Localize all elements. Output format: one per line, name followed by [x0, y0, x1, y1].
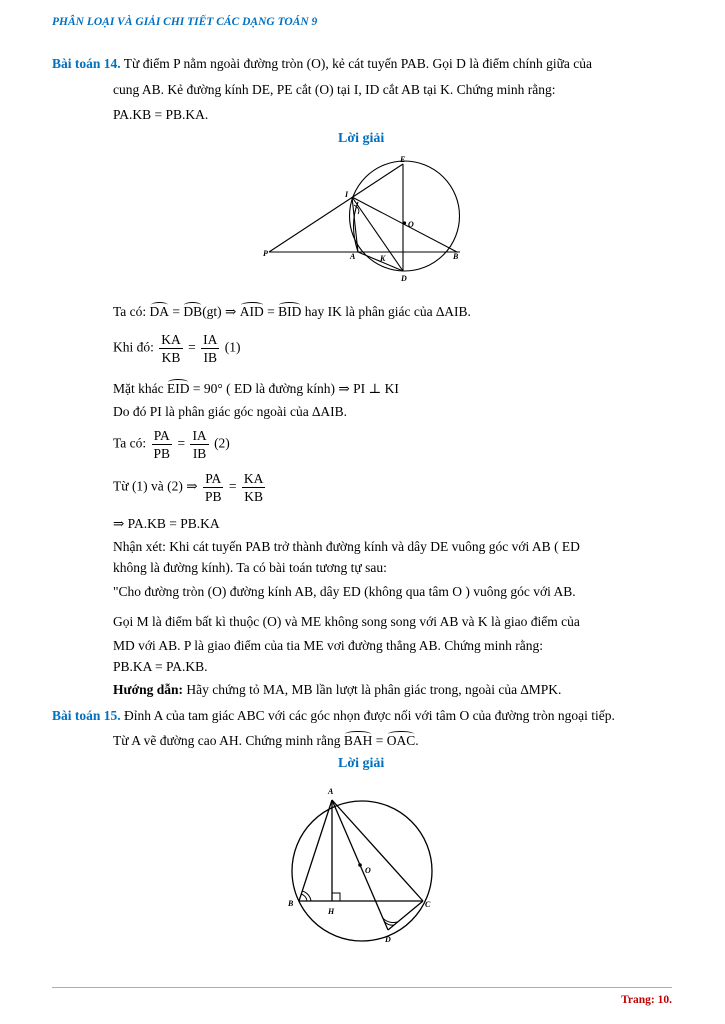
period: . — [415, 733, 419, 748]
equals: = — [188, 339, 196, 355]
problem-15-label: Bài toán 15. — [52, 708, 121, 723]
label-o: O — [408, 220, 414, 229]
label-k: K — [380, 254, 386, 263]
point-o — [358, 863, 362, 867]
label-e: E — [400, 155, 406, 164]
figure-14 — [255, 153, 470, 283]
page-header: PHÂN LOẠI VÀ GIẢI CHI TIẾT CÁC DẠNG TOÁN 9 — [52, 16, 318, 28]
label-d: D — [401, 274, 407, 283]
label-b: B — [453, 252, 459, 261]
sol14-l5-prefix: Ta có: — [113, 435, 147, 451]
side-ab — [299, 800, 332, 901]
angle-mark-b — [301, 894, 307, 901]
fraction-pa-pb: $\frac{PA}{PB}$ — [153, 428, 171, 461]
eq-ref-1: (1) — [224, 339, 241, 355]
label-i: I — [345, 190, 349, 199]
problem-14-label: Bài toán 14. — [52, 56, 121, 71]
hint-line — [113, 682, 561, 698]
equals: = — [375, 733, 384, 748]
point-o — [403, 221, 406, 224]
equals: = — [228, 478, 237, 494]
sol14-l1-prefix: Ta có: — [113, 304, 147, 319]
sol14-line-7: ⇒ PA.KB = PB.KA — [113, 516, 220, 531]
angle-oac: OAC — [386, 733, 416, 748]
label-p: P — [263, 249, 268, 258]
angle-aid: AID — [239, 304, 264, 319]
gt-implies: (gt) ⇒ — [202, 304, 237, 319]
equals: = — [172, 304, 181, 319]
note-line-2: không là đường kính). Ta có bài toán tương tự sau: — [113, 560, 387, 575]
note-line-6: PB.KA = PA.KB. — [113, 659, 208, 674]
arc-da: DA — [149, 304, 170, 319]
label-h: H — [328, 907, 335, 916]
fraction-pa-pb-2: $\frac{PA}{PB}$ — [204, 471, 222, 504]
label-b: B — [288, 899, 294, 908]
circle-o — [350, 161, 460, 271]
angle-bah: BAH — [343, 733, 373, 748]
label-d: D — [385, 935, 391, 944]
sol14-l1-suffix: hay IK là phân giác của ∆AIB. — [304, 304, 471, 319]
eq-ref-2: (2) — [214, 435, 230, 451]
sol14-line-3 — [113, 381, 399, 397]
note-line-5: MD với AB. P là giao điểm của tia ME vơi đường thẳng AB. Chứng minh rằng: — [113, 638, 544, 653]
label-a: A — [328, 787, 334, 796]
label-a: A — [350, 252, 356, 261]
problem-14-line-2: cung AB. Kẻ đường kính DE, PE cắt (O) tại I, ID cắt AB tại K. Chứng minh rằng: — [113, 82, 556, 97]
sol14-line-2 — [113, 331, 241, 366]
right-angle-h — [332, 893, 340, 901]
fraction-ia-ib: $\frac{IA}{IB}$ — [203, 332, 218, 365]
angle-bid: BID — [278, 304, 302, 319]
sol14-line-5 — [113, 427, 230, 462]
angle-eid: EID — [166, 381, 190, 396]
problem-14-line-1 — [52, 56, 592, 72]
note-line-1: Nhận xét: Khi cát tuyến PAB trở thành đường kính và dây DE vuông góc với AB ( ED — [113, 539, 580, 554]
label-c: C — [425, 900, 431, 909]
fraction-ia-ib-2: $\frac{IA}{IB}$ — [192, 428, 207, 461]
solution-title-15: Lời giải — [338, 756, 385, 771]
hint-text: Hãy chứng tỏ MA, MB lần lượt là phân giác trong, ngoài của ∆MPK. — [186, 682, 562, 697]
problem-15-line-2 — [113, 733, 419, 749]
problem-14-line-3: PA.KB = PB.KA. — [113, 107, 209, 122]
problem-14-text-1: Từ điểm P nằm ngoài đường tròn (O), kẻ cát tuyến PAB. Gọi D là điểm chính giữa của — [123, 56, 593, 71]
hint-label: Hướng dẫn: — [113, 682, 183, 697]
sol14-line-1 — [113, 304, 471, 320]
sol14-l6-prefix: Từ (1) và (2) ⇒ — [113, 478, 198, 494]
label-o: O — [365, 866, 371, 875]
equals: = — [267, 304, 275, 319]
side-ac — [332, 800, 423, 901]
line-pe — [269, 164, 403, 252]
fraction-ka-kb: $\frac{KA}{KB}$ — [161, 332, 181, 365]
note-line-3: "Cho đường tròn (O) đường kính AB, dây ED (không qua tâm O ) vuông góc với AB. — [113, 584, 576, 599]
fraction-ka-kb-2: $\frac{KA}{KB}$ — [243, 471, 264, 504]
sol14-line-4: Do đó PI là phân giác góc ngoài của ∆AIB. — [113, 404, 347, 419]
problem-15-line-1 — [52, 708, 615, 724]
problem-15-text-1: Đỉnh A của tam giác ABC với các góc nhọn được nối với tâm O của đường tròn ngoại tiếp. — [124, 708, 615, 723]
arc-db: DB — [183, 304, 203, 319]
sol14-l3-suffix: = 90° ( ED là đường kính) ⇒ PI ⊥ KI — [192, 381, 399, 396]
page-number: Trang: 10. — [621, 994, 672, 1006]
note-line-4: Gọi M là điểm bất kì thuộc (O) và ME không song song với AB và K là giao điểm của — [113, 614, 580, 629]
sol14-line-6 — [113, 470, 267, 505]
sol14-l3-prefix: Mặt khác — [113, 381, 164, 396]
figure-15 — [280, 780, 445, 950]
footer-divider — [52, 987, 672, 988]
problem-15-text-2: Từ A vẽ đường cao AH. Chứng minh rằng — [113, 733, 341, 748]
equals: = — [177, 435, 186, 451]
solution-title-14: Lời giải — [338, 131, 385, 146]
sol14-l2-prefix: Khi đó: — [113, 339, 154, 355]
